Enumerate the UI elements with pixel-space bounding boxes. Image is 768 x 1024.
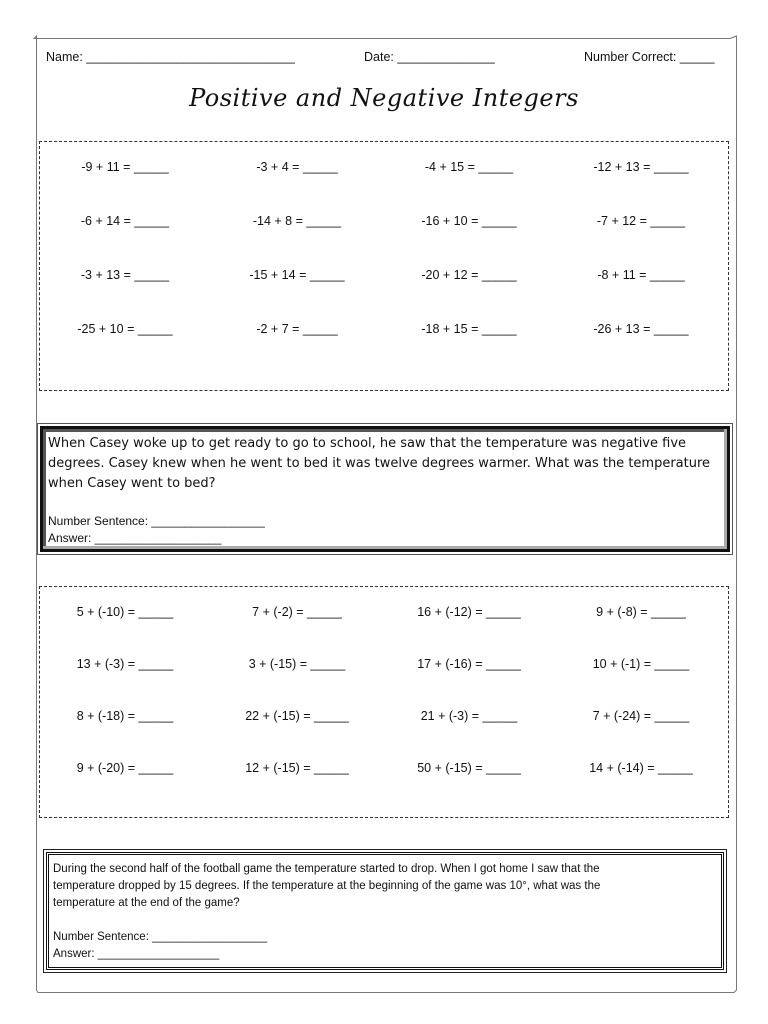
number-sentence-field-1[interactable]: Number Sentence: _________________	[48, 514, 265, 528]
problem-cell[interactable]: 12 + (-15) = _____	[245, 761, 349, 775]
word-problem-2-line: During the second half of the football game the temperature started to drop. When I got home I saw that the	[53, 863, 600, 875]
problem-cell[interactable]: 9 + (-8) = _____	[596, 605, 686, 619]
problem-cell[interactable]: 21 + (-3) = _____	[420, 709, 518, 723]
problem-cell[interactable]: 16 + (-12) = _____	[417, 605, 521, 619]
problem-cell[interactable]: -15 + 14 = _____	[249, 268, 345, 282]
problem-cell[interactable]: 50 + (-15) = _____	[417, 761, 521, 775]
problem-cell[interactable]: 9 + (-20) = _____	[76, 761, 174, 775]
word-problem-1-line: When Casey woke up to get ready to go to school, he saw that the temperature was negative five	[48, 436, 687, 451]
problem-cell[interactable]: -6 + 14 = _____	[80, 214, 170, 228]
problem-cell[interactable]: -18 + 15 = _____	[421, 322, 517, 336]
problem-grid-1	[39, 160, 727, 336]
word-problem-2-line: temperature dropped by 15 degrees. If the temperature at the beginning of the game was 10°, what was the	[53, 880, 601, 892]
problem-cell[interactable]: -12 + 13 = _____	[593, 160, 689, 174]
problem-cell[interactable]: 5 + (-10) = _____	[76, 605, 174, 619]
problem-cell[interactable]: -2 + 7 = _____	[256, 322, 338, 336]
problem-cell[interactable]: -4 + 15 = _____	[424, 160, 514, 174]
problem-cell[interactable]: 8 + (-18) = _____	[76, 709, 174, 723]
problem-cell[interactable]: 3 + (-15) = _____	[248, 657, 346, 671]
problem-cell[interactable]: 7 + (-24) = _____	[592, 709, 690, 723]
date-field[interactable]: Date: ______________	[364, 50, 495, 64]
problem-cell[interactable]: -3 + 13 = _____	[80, 268, 170, 282]
problem-cell[interactable]: 17 + (-16) = _____	[417, 657, 521, 671]
problem-cell[interactable]: 14 + (-14) = _____	[589, 761, 693, 775]
problem-cell[interactable]: 22 + (-15) = _____	[245, 709, 349, 723]
problem-cell[interactable]: -16 + 10 = _____	[421, 214, 517, 228]
answer-field-2[interactable]: Answer: ___________________	[53, 948, 220, 960]
problem-cell[interactable]: 10 + (-1) = _____	[592, 657, 690, 671]
word-problem-1-line: when Casey went to bed?	[48, 476, 216, 491]
problem-cell[interactable]: -7 + 12 = _____	[596, 214, 686, 228]
word-problem-2-line: temperature at the end of the game?	[53, 897, 240, 909]
problem-cell[interactable]: -25 + 10 = _____	[77, 322, 173, 336]
word-problem-1-line: degrees. Casey knew when he went to bed it was twelve degrees warmer. What was the temperature	[48, 456, 711, 471]
problem-cell[interactable]: -9 + 11 = _____	[81, 160, 169, 174]
problem-grid-2	[39, 605, 727, 775]
problem-cell[interactable]: 13 + (-3) = _____	[76, 657, 174, 671]
problem-cell[interactable]: -20 + 12 = _____	[421, 268, 517, 282]
word-problem-1	[40, 426, 730, 552]
problem-cell[interactable]: -26 + 13 = _____	[593, 322, 689, 336]
number-sentence-field-2[interactable]: Number Sentence: __________________	[53, 931, 268, 943]
name-field[interactable]: Name: ______________________________	[46, 50, 295, 64]
problem-cell[interactable]: 7 + (-2) = _____	[252, 605, 342, 619]
problem-cell[interactable]: -14 + 8 = _____	[252, 214, 342, 228]
problem-cell[interactable]: -3 + 4 = _____	[256, 160, 338, 174]
word-problem-2	[46, 852, 724, 970]
problem-cell[interactable]: -8 + 11 = _____	[597, 268, 685, 282]
answer-field-1[interactable]: Answer: ___________________	[48, 531, 222, 545]
number-correct-field[interactable]: Number Correct: _____	[584, 50, 715, 64]
worksheet-title: Positive and Negative Integers	[189, 84, 579, 112]
